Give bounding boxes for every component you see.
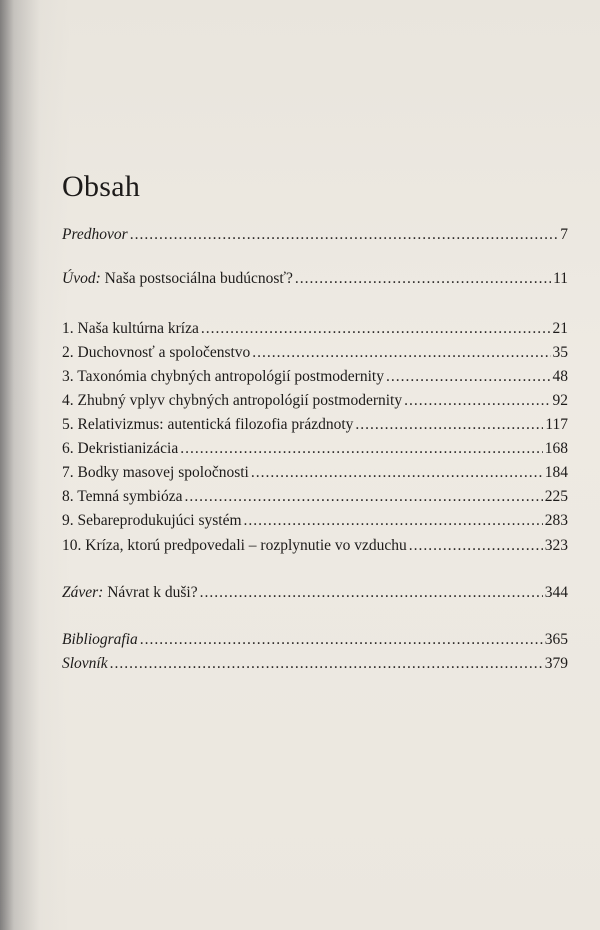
- toc-chapter-number: 1.: [62, 320, 74, 337]
- toc-entry-chapter-4: [62, 392, 568, 414]
- toc-page-number: 117: [545, 416, 568, 433]
- toc-chapter-number: 2.: [62, 344, 74, 361]
- toc-entry-uvod: [62, 270, 568, 292]
- toc-entry-chapter-5: [62, 416, 568, 438]
- toc-entry-label: [62, 226, 128, 244]
- toc-page-number: 92: [552, 392, 568, 409]
- toc-entry-label: [62, 584, 198, 602]
- toc-entry-text: Relativizmus: autentická filozofia prázdnoty: [77, 416, 354, 433]
- toc-page-number: 283: [544, 512, 568, 529]
- toc-entry-text: Duchovnosť a spoločenstvo: [77, 344, 251, 361]
- toc-entry-chapter-1: [62, 320, 568, 342]
- toc-page-number: 168: [544, 440, 568, 457]
- toc-page-number: 7: [560, 226, 568, 243]
- toc-entry-label: [62, 655, 108, 673]
- toc-entry-label: [62, 488, 182, 506]
- dot-leader: [140, 631, 543, 649]
- dot-leader: [200, 584, 543, 602]
- toc-chapter-number: 6.: [62, 440, 74, 457]
- toc-entry-italic: Predhovor: [62, 226, 128, 243]
- dot-leader: [130, 226, 559, 244]
- toc-page-number: 323: [544, 537, 568, 554]
- toc-entry-text: Bodky masovej spoločnosti: [77, 464, 249, 481]
- toc-entry-text: Sebareprodukujúci systém: [77, 512, 242, 529]
- toc-entry-label: [62, 392, 402, 410]
- toc-page-number: 379: [544, 655, 568, 672]
- toc-chapter-number: 5.: [62, 416, 74, 433]
- toc-entry-label: [62, 320, 199, 338]
- toc-entry-label: [62, 537, 407, 555]
- toc-entry-text: Zhubný vplyv chybných antropológií postmodernity: [77, 392, 403, 409]
- toc-entry-label: [62, 344, 250, 362]
- dot-leader: [386, 368, 551, 386]
- toc-entry-label: [62, 368, 384, 386]
- toc-chapter-number: 9.: [62, 512, 74, 529]
- toc-entry-chapter-3: [62, 368, 568, 390]
- toc-chapter-number: 7.: [62, 464, 74, 481]
- toc-entry-italic: Slovník: [62, 655, 108, 672]
- toc-chapter-number: 8.: [62, 488, 74, 505]
- toc-page-number: 48: [552, 368, 568, 385]
- toc-entry-italic: Bibliografia: [62, 631, 138, 648]
- dot-leader: [251, 464, 543, 482]
- toc-entry-label: [62, 440, 178, 458]
- toc-entry-predhovor: [62, 226, 568, 248]
- dot-leader: [252, 344, 550, 362]
- toc-entry-label: [62, 270, 293, 288]
- dot-leader: [244, 512, 543, 530]
- toc-entry-text: Kríza, ktorú predpovedali – rozplynutie vo vzduchu: [85, 537, 407, 554]
- toc-chapter-number: 4.: [62, 392, 74, 409]
- dot-leader: [409, 537, 543, 555]
- toc-page-number: 11: [553, 270, 568, 287]
- dot-leader: [184, 488, 542, 506]
- toc-entry-zaver: [62, 584, 568, 606]
- toc-entry-chapter-6: [62, 440, 568, 462]
- toc-entry-chapter-8: [62, 488, 568, 510]
- toc-entry-label: [62, 464, 249, 482]
- dot-leader: [201, 320, 551, 338]
- toc-entry-text: Temná symbióza: [77, 488, 183, 505]
- toc-entry-italic: Úvod:: [62, 270, 101, 287]
- dot-leader: [180, 440, 543, 458]
- toc-entry-chapter-10: [62, 537, 568, 559]
- dot-leader: [355, 416, 543, 434]
- toc-entry-label: [62, 512, 242, 530]
- toc-entry-bibliografia: [62, 631, 568, 653]
- page-title: Obsah: [62, 170, 141, 203]
- toc-entry-chapter-7: [62, 464, 568, 486]
- toc-entry-chapter-9: [62, 512, 568, 534]
- toc-entry-text: Naša kultúrna kríza: [77, 320, 199, 337]
- toc-page-number: 35: [552, 344, 568, 361]
- toc-entry-label: [62, 416, 353, 434]
- toc-page-number: 225: [544, 488, 568, 505]
- toc-chapter-number: 3.: [62, 368, 74, 385]
- toc-page-number: 184: [544, 464, 568, 481]
- toc-chapter-number: 10.: [62, 537, 82, 554]
- toc-entry-text: Návrat k duši?: [103, 584, 198, 601]
- toc-page-number: 21: [552, 320, 568, 337]
- dot-leader: [110, 655, 543, 673]
- toc-entry-text: Dekristianizácia: [77, 440, 179, 457]
- toc-entry-text: Taxonómia chybných antropológií postmodernity: [77, 368, 384, 385]
- dot-leader: [295, 270, 551, 288]
- toc-entry-italic: Záver:: [62, 584, 104, 601]
- dot-leader: [404, 392, 550, 410]
- toc-entry-text: Naša postsociálna budúcnosť?: [100, 270, 293, 287]
- toc-page-number: 344: [544, 584, 568, 601]
- toc-page-number: 365: [544, 631, 568, 648]
- toc-entry-label: [62, 631, 138, 649]
- toc-entry-chapter-2: [62, 344, 568, 366]
- toc-entry-slovnik: [62, 655, 568, 677]
